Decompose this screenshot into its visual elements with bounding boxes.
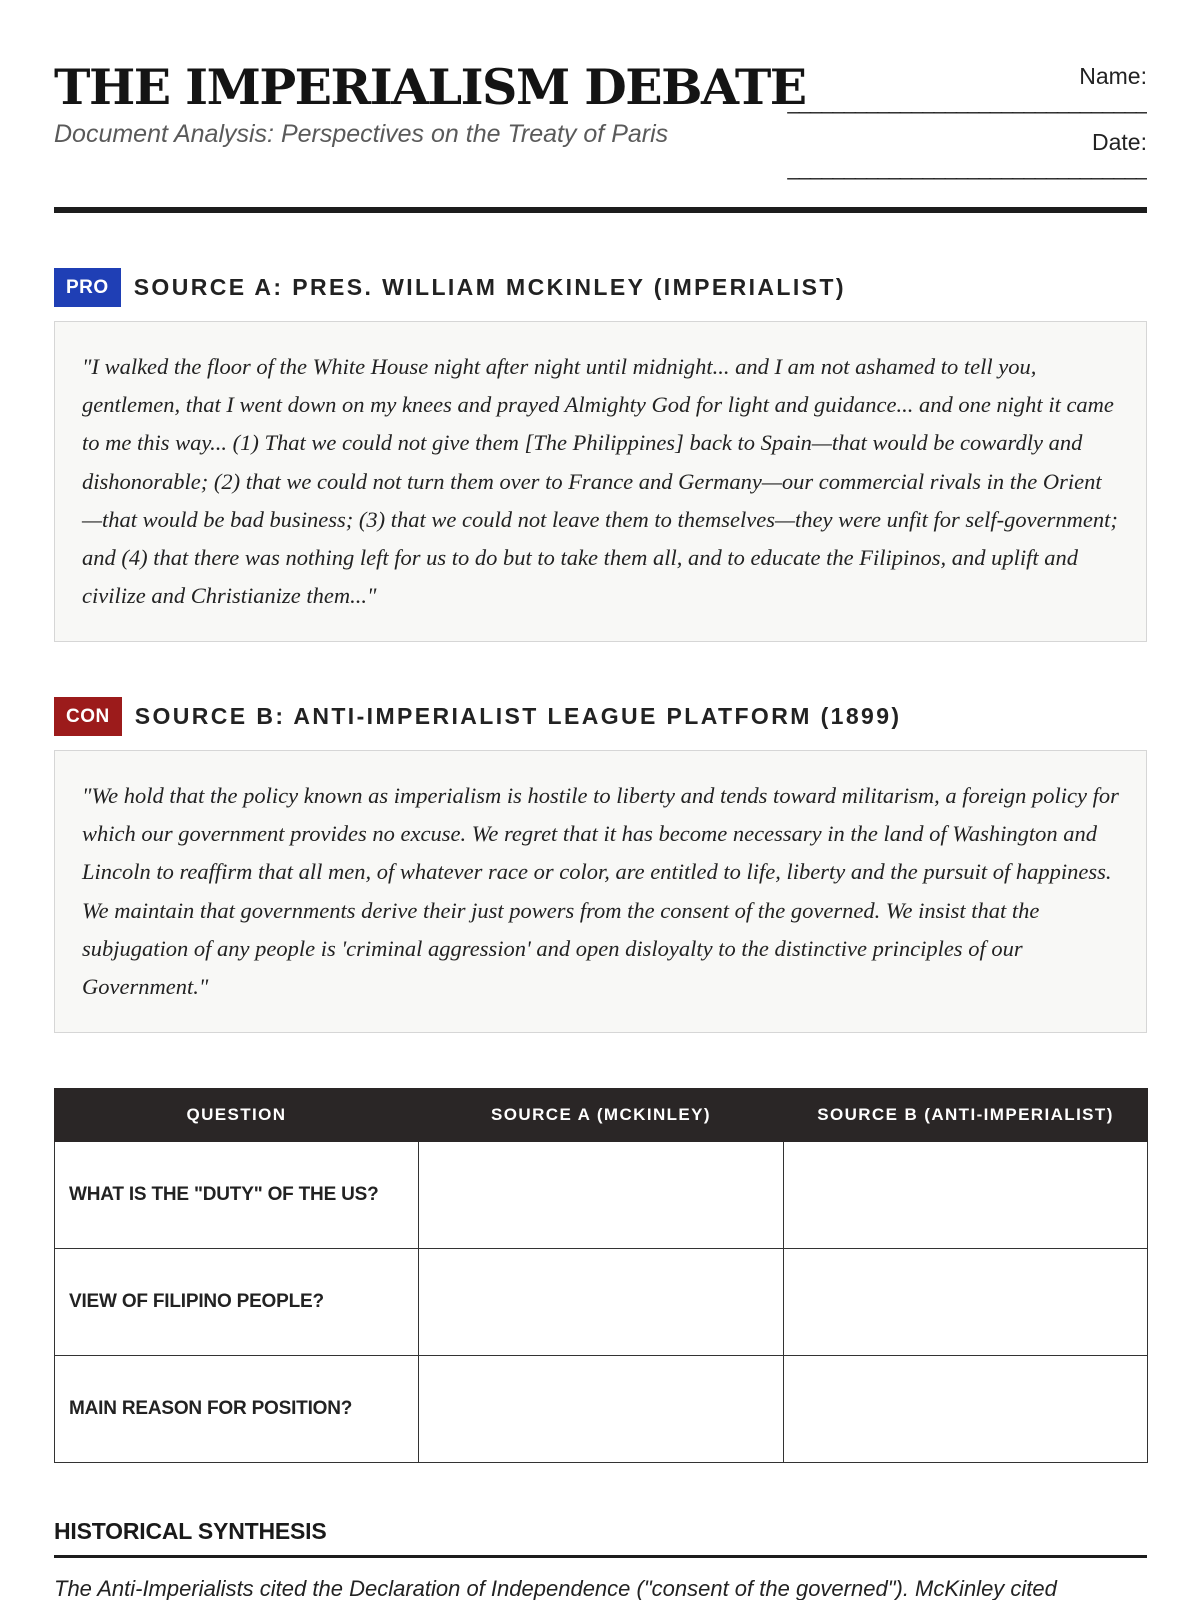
synthesis-divider (54, 1555, 1147, 1558)
source-b-heading (54, 697, 901, 736)
column-header-source-b: SOURCE B (ANTI-IMPERIALIST) (784, 1089, 1148, 1142)
synthesis-heading: HISTORICAL SYNTHESIS (54, 1518, 327, 1544)
student-info-fields (747, 62, 1147, 180)
column-header-question: QUESTION (55, 1089, 419, 1142)
table-row (55, 1249, 1148, 1356)
source-a-heading (54, 268, 846, 307)
table-row (55, 1356, 1148, 1463)
table-header-row (55, 1089, 1148, 1142)
page-subtitle: Document Analysis: Perspectives on the Treaty of Paris (54, 120, 669, 148)
comparison-table (54, 1088, 1148, 1463)
header-divider (54, 207, 1147, 213)
worksheet-header (54, 0, 1147, 214)
question-cell: VIEW OF FILIPINO PEOPLE? (55, 1249, 419, 1356)
source-a-title: SOURCE A: PRES. WILLIAM MCKINLEY (IMPERIALIST) (133, 274, 846, 300)
answer-cell-source-b[interactable] (784, 1249, 1148, 1356)
pro-badge: PRO (54, 268, 121, 307)
source-a-quote-text: "I walked the floor of the White House night after night until midnight... and I am not ashamed to tell you, gentlemen, that I went down on my knees and prayed Almighty God for light and guidance... and one night it came to me this way... (1) That we could not give them [The Philippines] back to Spain—that would be cowardly and dishonorable; (2) that we could not turn them over to France and Germany—our commercial rivals in the Orient—that would be bad business; (3) that we could not leave them to themselves—they were unfit for self-government; and (4) that there was nothing left for us to do but to take them all, and to educate the Filipinos, and uplift and civilize and Christianize them..." (82, 354, 1118, 609)
name-label: Name: (1079, 63, 1147, 89)
answer-cell-source-b[interactable] (784, 1142, 1148, 1249)
question-cell: MAIN REASON FOR POSITION? (55, 1356, 419, 1463)
source-b-quote (54, 750, 1147, 1033)
answer-cell-source-a[interactable] (419, 1249, 784, 1356)
answer-cell-source-a[interactable] (419, 1142, 784, 1249)
column-header-source-a: SOURCE A (MCKINLEY) (419, 1089, 784, 1142)
date-field[interactable]: ________________________________ (787, 156, 1147, 180)
table-row (55, 1142, 1148, 1249)
synthesis-text: The Anti-Imperialists cited the Declaration of Independence ("consent of the governed"). McKinley cited (54, 1576, 1057, 1600)
source-a-quote (54, 321, 1147, 642)
name-field[interactable]: ________________________________ (787, 90, 1147, 114)
source-b-quote-text: "We hold that the policy known as imperialism is hostile to liberty and tends toward militarism, a foreign policy for which our government provides no excuse. We regret that it has become necessary in the land of Washington and Lincoln to reaffirm that all men, of whatever race or color, are entitled to life, liberty and the pursuit of happiness. We maintain that governments derive their just powers from the consent of the governed. We insist that the subjugation of any people is 'criminal aggression' and open disloyalty to the distinctive principles of our Government." (82, 783, 1119, 1000)
worksheet-page (54, 0, 1147, 1600)
answer-cell-source-a[interactable] (419, 1356, 784, 1463)
source-b-title: SOURCE B: ANTI-IMPERIALIST LEAGUE PLATFORM (1899) (134, 703, 902, 729)
date-label: Date: (1092, 129, 1147, 155)
page-title: THE IMPERIALISM DEBATE (54, 58, 806, 116)
question-cell: WHAT IS THE "DUTY" OF THE US? (55, 1142, 419, 1249)
answer-cell-source-b[interactable] (784, 1356, 1148, 1463)
con-badge: CON (54, 697, 122, 736)
